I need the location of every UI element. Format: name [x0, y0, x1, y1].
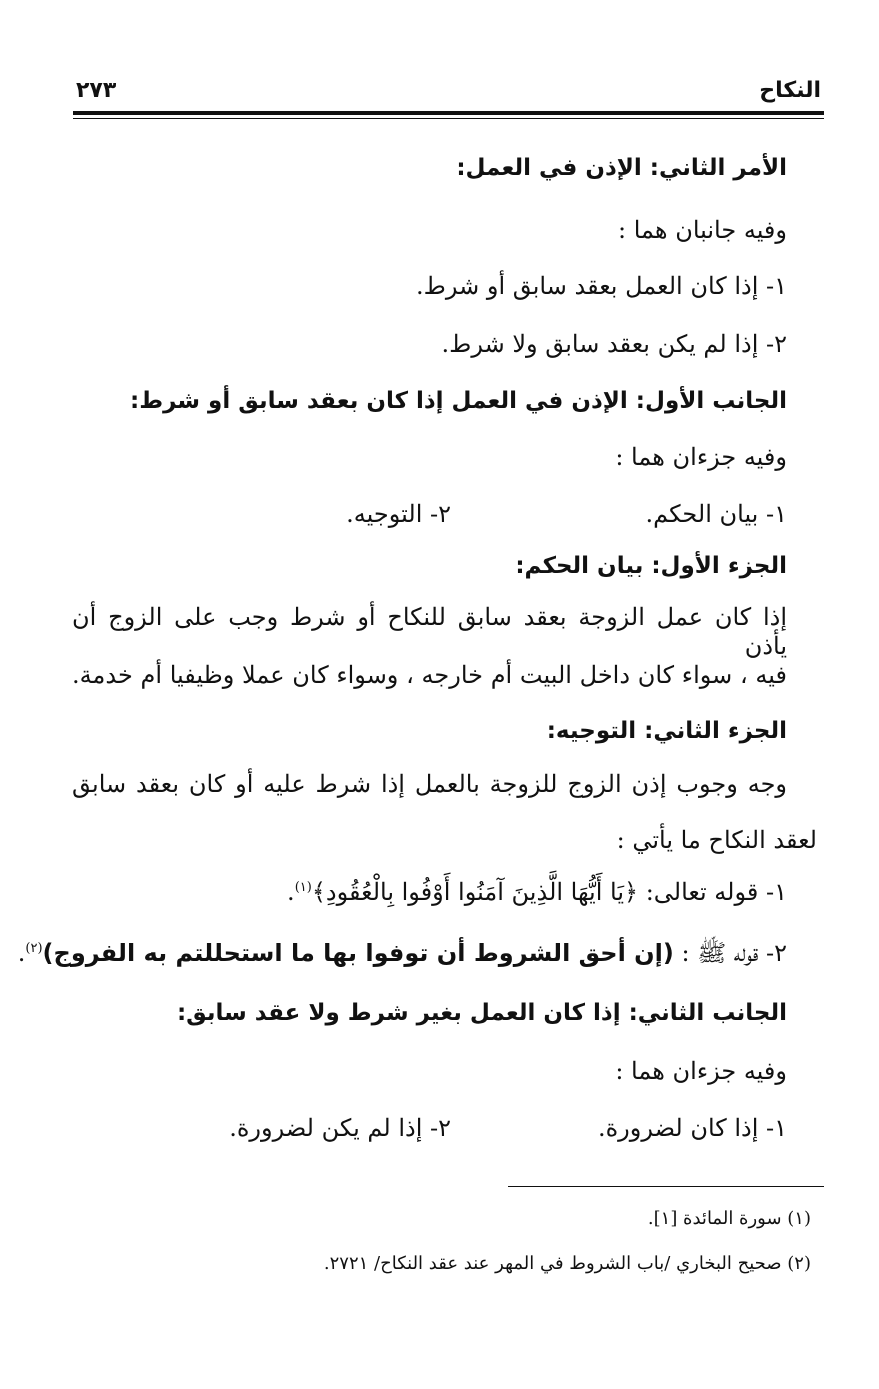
footnote-1: (١) سورة المائدة [١]. [647, 1208, 811, 1229]
footnote-separator [508, 1186, 824, 1187]
justification-line-1: وجه وجوب إذن الزوج للزوجة بالعمل إذا شرط عليه أو كان بعقد سابق [72, 770, 787, 798]
header-rule-thin [73, 118, 824, 119]
side2-intro: وفيه جزءان هما : [615, 1057, 787, 1085]
evidence-item-1 [287, 878, 787, 907]
part2-heading: الجزء الثاني: التوجيه: [546, 718, 787, 744]
footnote-2: (٢) صحيح البخاري /باب الشروط في المهر عند عقد النكاح/ ٢٧٢١. [323, 1253, 811, 1274]
ruling-line-1: إذا كان عمل الزوجة بعقد سابق للنكاح أو شرط وجب على الزوج أن يأذن [72, 603, 787, 660]
quran-verse: ﴿يَا أَيُّهَا الَّذِينَ آمَنُوا أَوْفُوا بِالْعُقُودِ﴾ [311, 878, 639, 906]
side1-intro: وفيه جزءان هما : [615, 443, 787, 471]
evidence1-prefix: ١- قوله تعالى: [638, 878, 787, 906]
ruling-line-2: فيه ، سواء كان داخل البيت أم خارجه ، وسواء كان عملا وظيفيا أم خدمة. [72, 661, 787, 689]
side2-heading: الجانب الثاني: إذا كان العمل بغير شرط ولا عقد سابق: [176, 1000, 787, 1026]
page-number: ٢٧٣ [76, 78, 117, 103]
running-header-title: النكاح [759, 78, 821, 103]
footnote-ref-2: (٢) [25, 941, 43, 956]
evidence2-end: . [17, 939, 26, 967]
side1-part-1: ١- بيان الحكم. [645, 500, 787, 528]
part1-heading: الجزء الأول: بيان الحكم: [515, 553, 787, 579]
evidence-item-2 [18, 939, 787, 968]
side2-part-1: ١- إذا كان لضرورة. [597, 1114, 787, 1142]
evidence2-prefix: ٢- قوله ﷺ : [673, 939, 787, 967]
section-heading: الأمر الثاني: الإذن في العمل: [456, 155, 787, 181]
evidence1-end: . [287, 878, 295, 906]
hadith-quote: (إن أحق الشروط أن توفوا بها ما استحللتم به الفروج) [42, 939, 674, 967]
side1-part-2: ٢- التوجيه. [346, 500, 451, 528]
aspect-item-1: ١- إذا كان العمل بعقد سابق أو شرط. [416, 272, 787, 300]
aspect-item-2: ٢- إذا لم يكن بعقد سابق ولا شرط. [441, 330, 787, 358]
aspects-intro: وفيه جانبان هما : [618, 216, 787, 244]
justification-line-2: لعقد النكاح ما يأتي : [616, 826, 817, 854]
header-rule-thick [73, 111, 824, 115]
side1-heading: الجانب الأول: الإذن في العمل إذا كان بعقد سابق أو شرط: [130, 388, 787, 414]
side2-part-2: ٢- إذا لم يكن لضرورة. [229, 1114, 451, 1142]
footnote-ref-1: (١) [294, 880, 312, 895]
